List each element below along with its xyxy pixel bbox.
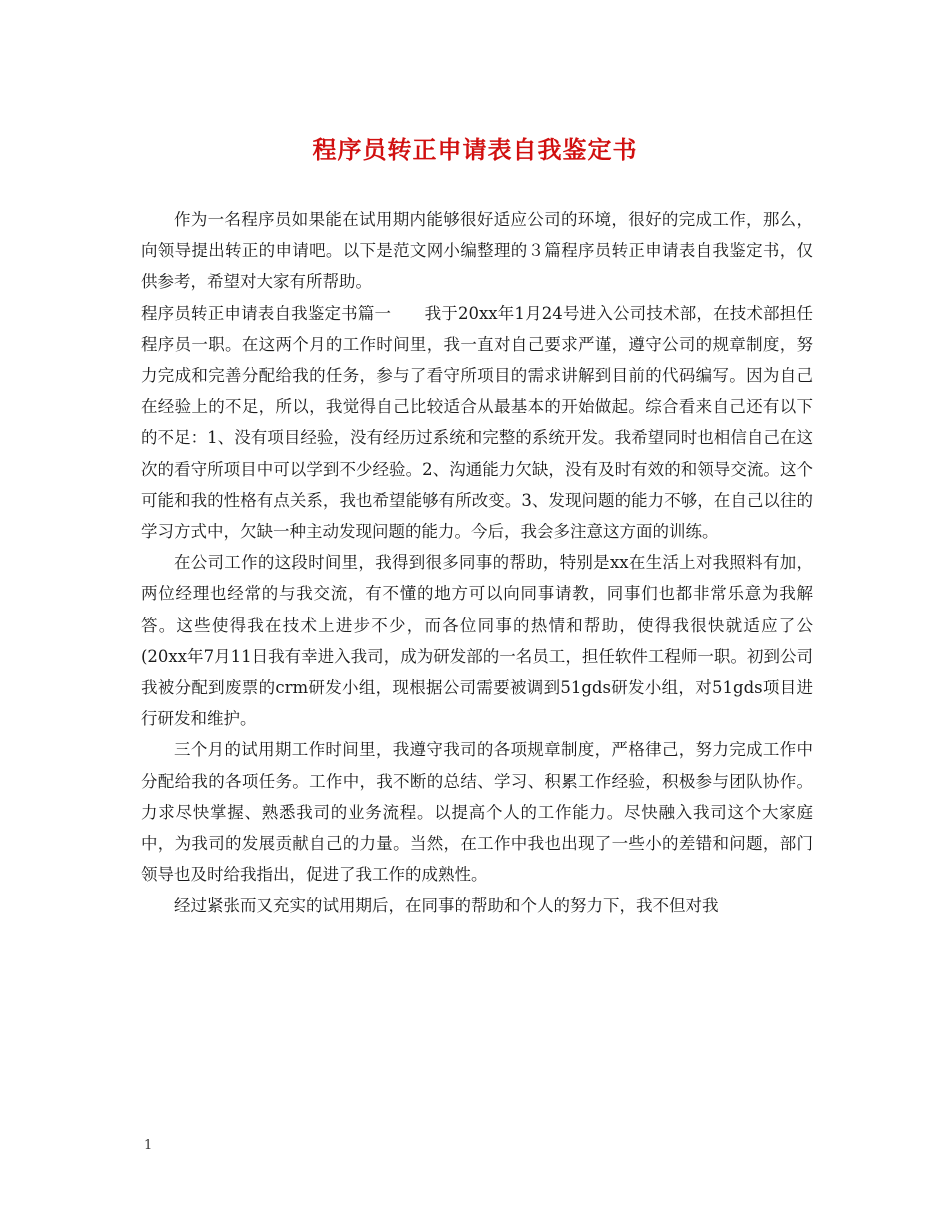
paragraph-intro: 作为一名程序员如果能在试用期内能够很好适应公司的环境，很好的完成工作，那么，向领导提出转正的申请吧。以下是范文网小编整理的３篇程序员转正申请表自我鉴定书，仅供参考，希望对大家有所帮助。 — [141, 210, 813, 292]
document-body — [141, 204, 813, 922]
page-number: 1 — [144, 1138, 153, 1153]
paragraph-after: 经过紧张而又充实的试用期后，在同事的帮助和个人的努力下，我不但对我 — [174, 896, 719, 916]
paragraph-part-one: 程序员转正申请表自我鉴定书篇一 我于20xx年1月24号进入公司技术部，在技术部担任程序员一职。在这两个月的工作时间里，我一直对自己要求严谨，遵守公司的规章制度，努力完成和完善分配给我的任务，参与了看守所项目的需求讲解到目前的代码编写。因为自己在经验上的不足，所以，我觉得自己比较适合从最基本的开始做起。综合看来自己还有以下的不足：1、没有项目经验，没有经历过系统和完整的系统开发。我希望同时也相信自己在这次的看守所项目中可以学到不少经验。2、沟通能力欠缺，没有及时有效的和领导交流。这个可能和我的性格有点关系，我也希望能够有所改变。3、发现问题的能力不够，在自己以往的学习方式中，欠缺一种主动发现问题的能力。今后，我会多注意这方面的训练。 — [141, 303, 813, 542]
paragraph-probation: 三个月的试用期工作时间里，我遵守我司的各项规章制度，严格律己，努力完成工作中分配给我的各项任务。工作中，我不断的总结、学习、积累工作经验，积极参与团队协作。力求尽快掌握、熟悉我司的业务流程。以提高个人的工作能力。尽快融入我司这个大家庭中，为我司的发展贡献自己的力量。当然，在工作中我也出现了一些小的差错和问题，部门领导也及时给我指出，促进了我工作的成熟性。 — [141, 740, 813, 885]
paragraph-colleagues: 在公司工作的这段时间里，我得到很多同事的帮助，特别是xx在生活上对我照料有加，两位经理也经常的与我交流，有不懂的地方可以向同事请教，同事们也都非常乐意为我解答。这些使得我在技术上进步不少，而各位同事的热情和帮助，使得我很快就适应了公(20xx年7月11日我有幸进入我司，成为研发部的一名员工，担任软件工程师一职。初到公司我被分配到废票的crm研发小组，现根据公司需要被调到51gds研发小组，对51gds项目进行研发和维护。 — [141, 553, 813, 729]
document-title: 程序员转正申请表自我鉴定书 — [312, 135, 638, 164]
